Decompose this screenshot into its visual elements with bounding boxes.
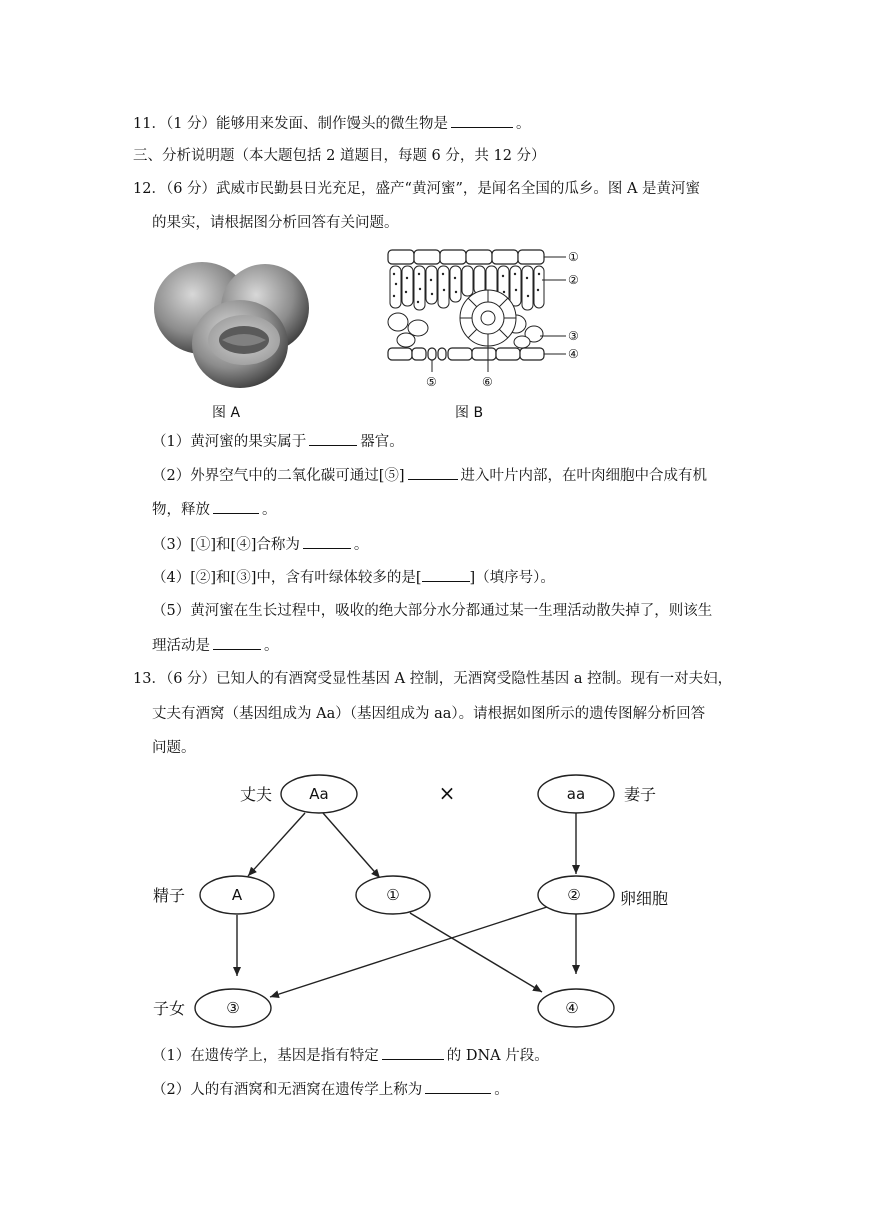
- q13-sub2-suffix: 。: [494, 1082, 509, 1098]
- q13-sub2-text: （2）人的有酒窝和无酒窝在遗传学上称为: [152, 1082, 423, 1098]
- q12-sub2-line2: [152, 499, 277, 520]
- q13-sub2: [152, 1079, 509, 1100]
- wife-label: 妻子: [624, 785, 657, 804]
- q13-sub1-suffix: 的 DNA 片段。: [446, 1048, 549, 1064]
- q13-sub1-blank[interactable]: [382, 1045, 444, 1060]
- q13-line2: 丈夫有酒窝（基因组成为 Aa）（基因组成为 aa）。请根据如图所示的遗传图解分析回答: [152, 706, 706, 722]
- q12-sub3-text: （3）[①]和[④]合称为: [152, 537, 300, 553]
- q12-line2: 的果实，请根据图分析回答有关问题。: [152, 215, 399, 231]
- q12-sub3-blank[interactable]: [303, 534, 351, 549]
- q11-suffix: 。: [516, 116, 531, 132]
- q12-sub1-suffix: 器官。: [360, 434, 404, 450]
- fig-b-label-1: ①: [568, 250, 579, 264]
- fig-b-label-5: ⑤: [426, 375, 437, 389]
- cross-symbol: ×: [438, 781, 456, 805]
- child-4-label: ④: [565, 999, 579, 1017]
- husband-gene: Aa: [309, 785, 329, 803]
- q12-sub2-text: （2）外界空气中的二氧化碳可通过[⑤]: [152, 468, 405, 484]
- q12-sub4-blank[interactable]: [422, 567, 470, 582]
- figure-b-leaf-section: [382, 244, 596, 394]
- sperm-label: 精子: [153, 886, 186, 905]
- section-3-heading: 三、分析说明题（本大题包括 2 道题目，每题 6 分，共 12 分）: [133, 148, 546, 164]
- q12-sub2-blank-1[interactable]: [408, 465, 458, 480]
- fig-b-label-3: ③: [568, 329, 579, 343]
- q11-line: [133, 113, 531, 134]
- q12-sub5-suffix: 。: [264, 638, 279, 654]
- fig-b-label-6: ⑥: [482, 375, 493, 389]
- q13-sub1: [152, 1045, 549, 1066]
- q12-sub2-line2-suffix: 。: [262, 502, 277, 518]
- q12-sub3-suffix: 。: [353, 537, 369, 553]
- egg-label: 卵细胞: [620, 889, 669, 908]
- q12-sub4-text: （4）[②]和[③]中，含有叶绿体较多的是[: [152, 570, 422, 586]
- sperm-1-label: ①: [386, 886, 400, 904]
- egg-2-label: ②: [567, 886, 581, 904]
- q12-sub3: [152, 534, 368, 555]
- q13-sub1-text: （1）在遗传学上，基因是指有特定: [152, 1048, 379, 1064]
- q13-line1: 13．（6 分）已知人的有酒窝受显性基因 A 控制，无酒窝受隐性基因 a 控制。现有一对夫妇，: [133, 671, 733, 687]
- q12-sub5-blank[interactable]: [213, 635, 261, 650]
- genetics-diagram: [140, 768, 700, 1038]
- q12-sub2-line2-text: 物，释放: [152, 502, 210, 518]
- q12-line1: 12．（6 分）武威市民勤县日光充足，盛产“黄河蜜”，是闻名全国的瓜乡。图 A 是黄河蜜: [133, 181, 701, 197]
- q12-sub5-line2-text: 理活动是: [152, 638, 210, 654]
- q12-sub4-suffix: ]（填序号）。: [469, 570, 555, 586]
- q12-sub2-blank-2[interactable]: [213, 499, 259, 514]
- q12-sub2-mid: 进入叶片内部，在叶肉细胞中合成有机: [460, 468, 708, 484]
- q12-sub2-line1: [152, 465, 707, 486]
- fig-b-label-2: ②: [568, 273, 579, 287]
- husband-label: 丈夫: [240, 785, 273, 804]
- sperm-a-gene: A: [231, 886, 243, 904]
- wife-gene: aa: [566, 785, 586, 803]
- q12-sub4: [152, 567, 555, 588]
- q12-sub1-blank[interactable]: [309, 431, 357, 446]
- q11-blank[interactable]: [451, 113, 513, 128]
- child-label: 子女: [153, 999, 186, 1018]
- q13-sub2-blank[interactable]: [425, 1079, 491, 1094]
- q12-sub5-line2: [152, 635, 279, 656]
- q11-text: 11．（1 分）能够用来发面、制作馒头的微生物是: [133, 116, 449, 132]
- figure-b-caption: 图 B: [455, 405, 484, 421]
- q12-sub1-text: （1）黄河蜜的果实属于: [152, 434, 307, 450]
- q12-sub5-line1: （5）黄河蜜在生长过程中，吸收的绝大部分水分都通过某一生理活动散失掉了，则该生: [152, 603, 713, 619]
- q12-sub1: [152, 431, 404, 452]
- figure-a-melons: [152, 258, 312, 390]
- child-3-label: ③: [226, 999, 240, 1017]
- figure-a-caption: 图 A: [212, 405, 241, 421]
- q13-line3: 问题。: [152, 740, 196, 756]
- fig-b-label-4: ④: [568, 347, 579, 361]
